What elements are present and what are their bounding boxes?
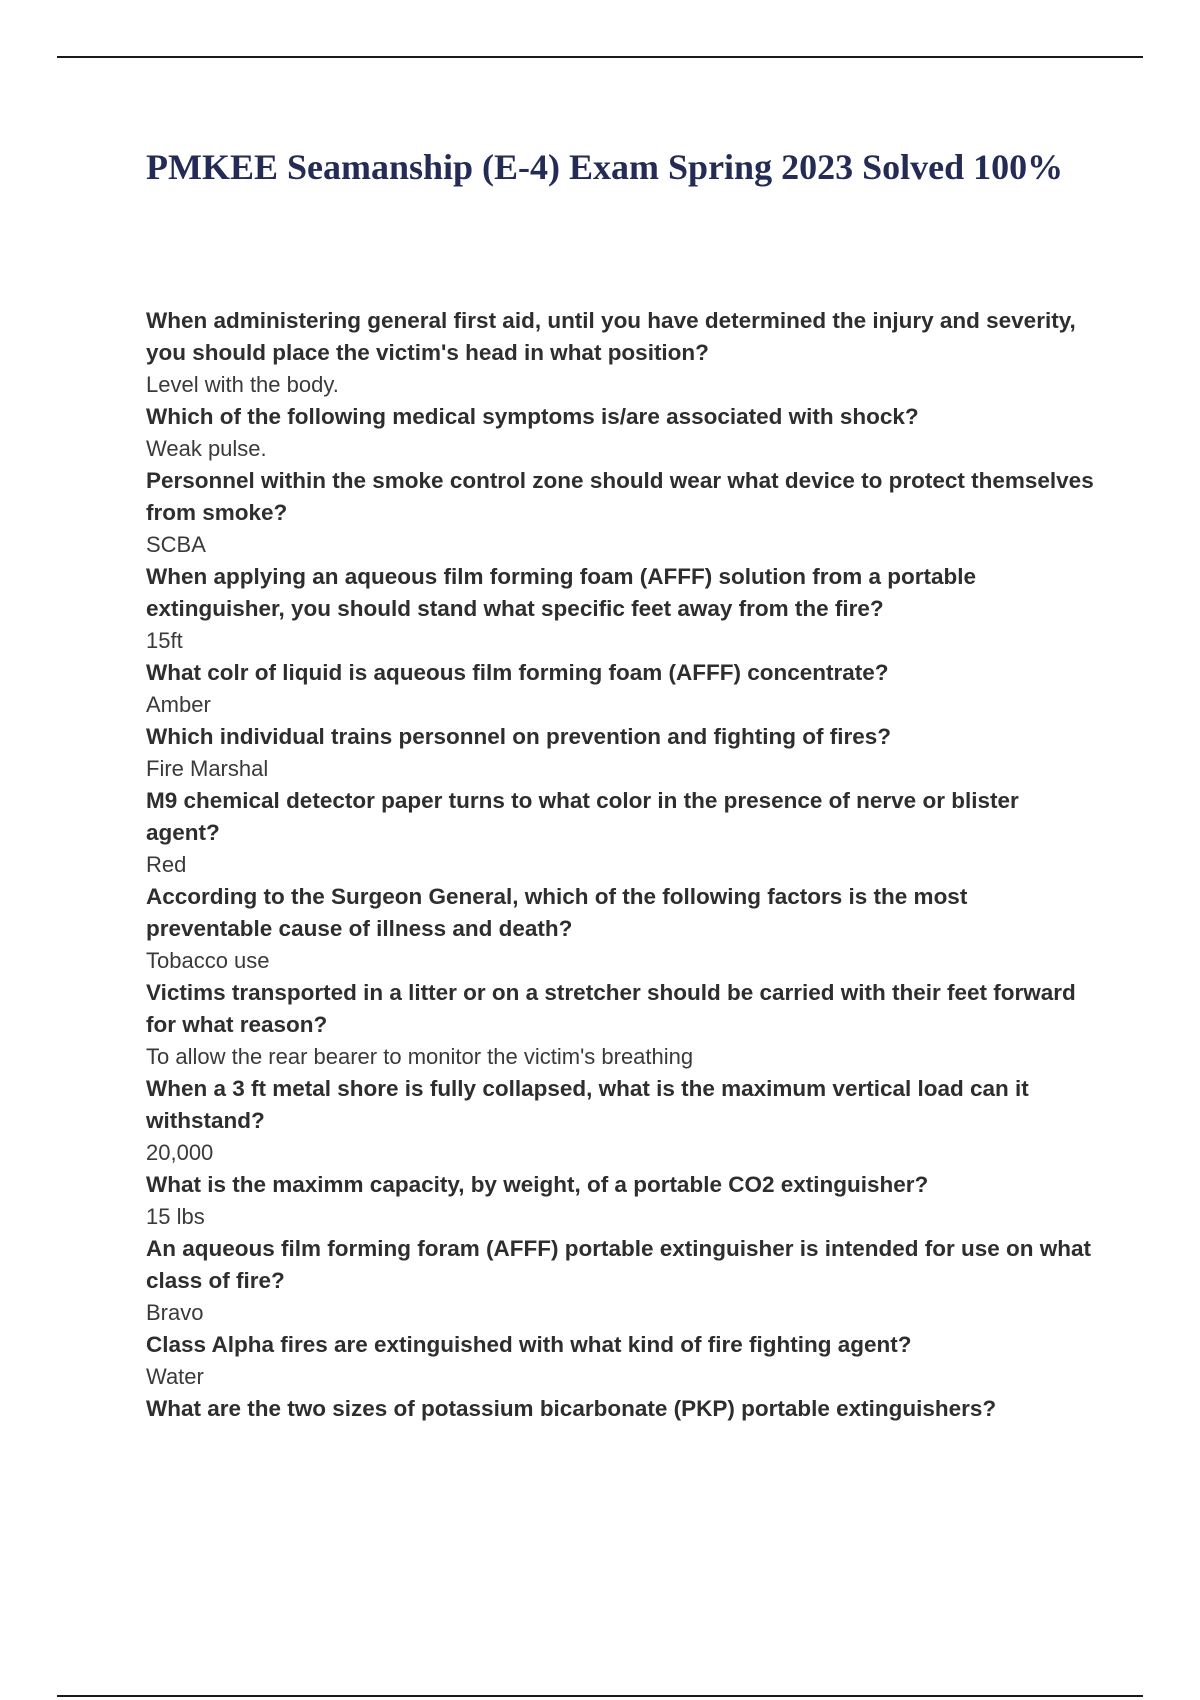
answer-text: Water [146, 1364, 204, 1389]
question-text: Which individual trains personnel on prevention and fighting of fires? [146, 724, 892, 749]
answer-text: Weak pulse. [146, 436, 267, 461]
answer-text: Red [146, 852, 187, 877]
qa-item [146, 305, 1096, 401]
qa-item [146, 1073, 1096, 1169]
answer-text: To allow the rear bearer to monitor the victim's breathing [146, 1044, 694, 1069]
question-text: According to the Surgeon General, which of the following factors is the most preventable cause of illness and death? [146, 884, 968, 941]
answer-text: 15ft [146, 628, 183, 653]
qa-item [146, 657, 1096, 721]
document-title: PMKEE Seamanship (E-4) Exam Spring 2023 Solved 100% [146, 147, 1064, 187]
question-text: When a 3 ft metal shore is fully collapsed, what is the maximum vertical load can it withstand? [146, 1076, 1029, 1133]
qa-item [146, 977, 1096, 1073]
qa-item [146, 785, 1096, 881]
question-text: What colr of liquid is aqueous film forming foam (AFFF) concentrate? [146, 660, 889, 685]
question-text: Victims transported in a litter or on a stretcher should be carried with their feet forward for what reason? [146, 980, 1076, 1037]
answer-text: 15 lbs [146, 1204, 205, 1229]
qa-item [146, 721, 1096, 785]
question-text: An aqueous film forming foram (AFFF) portable extinguisher is intended for use on what class of fire? [146, 1236, 1092, 1293]
question-text: Personnel within the smoke control zone should wear what device to protect themselves from smoke? [146, 468, 1094, 525]
question-text: M9 chemical detector paper turns to what color in the presence of nerve or blister agent? [146, 788, 1019, 845]
answer-text: Tobacco use [146, 948, 270, 973]
header-rule [57, 56, 1143, 58]
question-text: Which of the following medical symptoms is/are associated with shock? [146, 404, 919, 429]
footer-rule [57, 1695, 1143, 1697]
answer-text: Fire Marshal [146, 756, 269, 781]
qa-item [146, 465, 1096, 561]
answer-text: SCBA [146, 532, 206, 557]
qa-item [146, 1233, 1096, 1329]
answer-text: 20,000 [146, 1140, 214, 1165]
question-text: When administering general first aid, until you have determined the injury and severity, you should place the victim's head in what position? [146, 308, 1076, 365]
answer-text: Level with the body. [146, 372, 339, 397]
qa-item [146, 1393, 1096, 1425]
question-text: When applying an aqueous film forming foam (AFFF) solution from a portable extinguisher, you should stand what specific feet away from the fire? [146, 564, 976, 621]
answer-text: Bravo [146, 1300, 204, 1325]
answer-text: Amber [146, 692, 211, 717]
qa-item [146, 401, 1096, 465]
qa-item [146, 561, 1096, 657]
qa-list [146, 305, 1096, 1425]
qa-item [146, 1329, 1096, 1393]
question-text: What is the maximm capacity, by weight, of a portable CO2 extinguisher? [146, 1172, 929, 1197]
question-text: What are the two sizes of potassium bicarbonate (PKP) portable extinguishers? [146, 1396, 997, 1421]
qa-item [146, 881, 1096, 977]
qa-item [146, 1169, 1096, 1233]
question-text: Class Alpha fires are extinguished with what kind of fire fighting agent? [146, 1332, 912, 1357]
